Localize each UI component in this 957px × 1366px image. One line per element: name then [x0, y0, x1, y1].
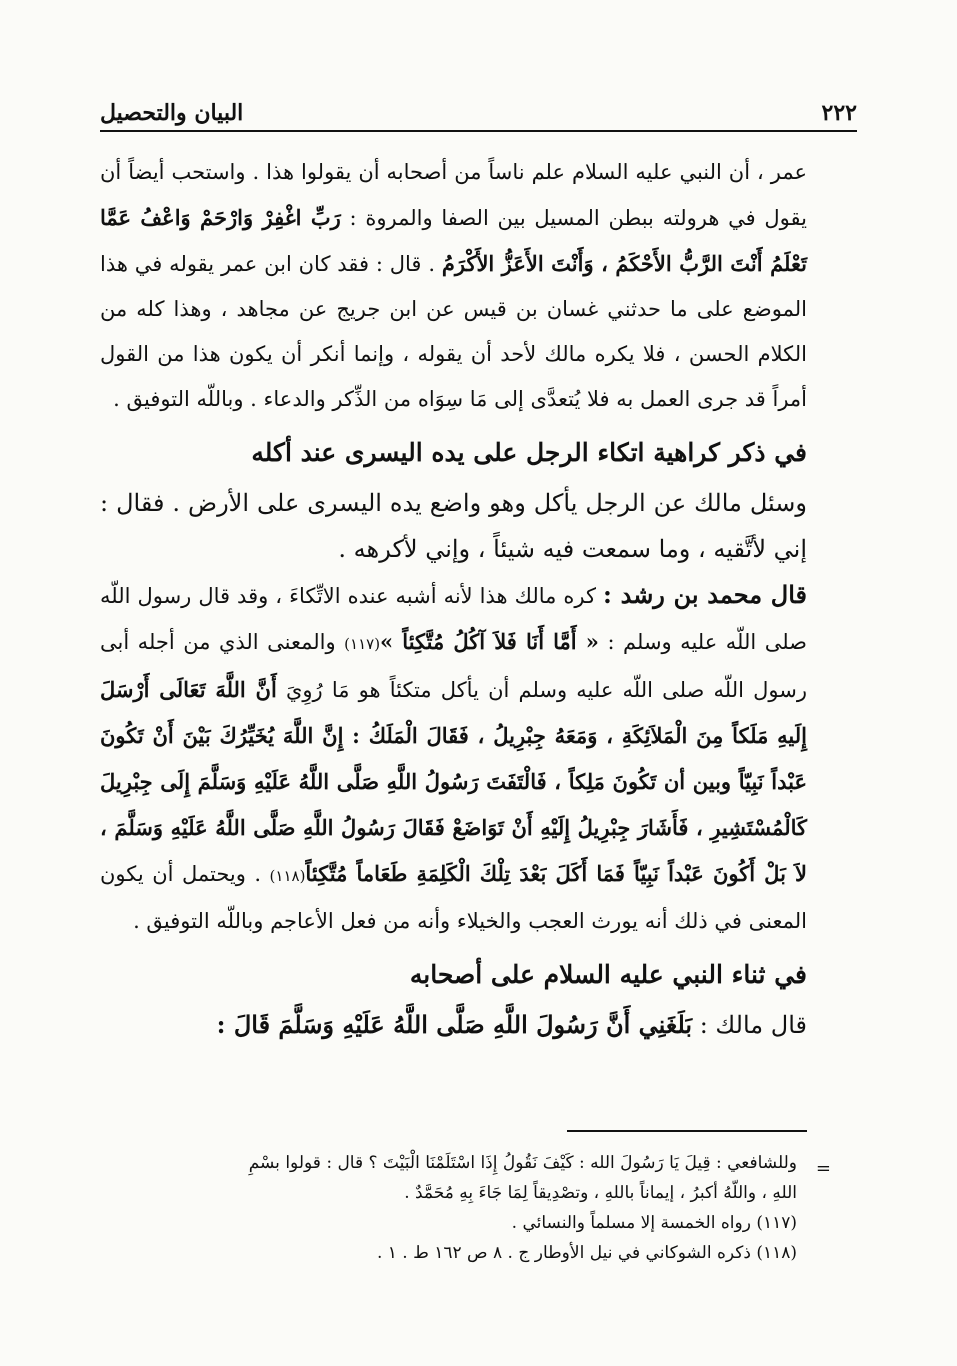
para4-hadith: بَلَغَنِي أَنَّ رَسُولَ اللَّهِ صَلَّى اللَّهُ عَلَيْهِ وَسَلَّمَ قَالَ :: [216, 1010, 693, 1039]
footnote-118: (١١٨) ذكره الشوكاني في نيل الأوطار ج . ٨ ص ١٦٢ ط . ١ .: [376, 1243, 797, 1263]
footnote-ref-118[interactable]: (١١٨): [269, 867, 306, 885]
para1-line1: عمر ، أن النبي عليه السلام علم ناساً من أصحابه أن يقولوا هذا . واستحب: [171, 160, 807, 184]
footnotes: [110, 1148, 797, 1268]
section-heading-2: في ثناء النبي عليه السلام على أصحابه: [409, 960, 807, 989]
para3-middle: والمعنى الذي من أجله أبى رسول اللّه صلى اللّه عليه وسلم أن يأكل متكئاً هو مَا رُوِيَ: [100, 630, 807, 702]
para3-ending: . ويحتمل أن يكون المعنى في ذلك أنه يورث العجب والخيلاء وأنه من فعل الأعاجم وباللّه التوفيق .: [100, 862, 807, 933]
section-heading-1: في ذكر كراهية اتكاء الرجل على يده اليسرى عند أكله: [251, 438, 807, 467]
footnote-separator: [567, 1130, 807, 1132]
paragraph-2: وسئل مالك عن الرجل يأكل وهو واضع يده اليسرى على الأرض . فقال : إني لأتَّقيه ، وما سمعت فيه شيئاً ، وإني لأكرهه .: [100, 489, 807, 563]
page-header: [100, 86, 857, 132]
page-number: ٢٢٢: [821, 100, 857, 126]
running-title: البيان والتحصيل: [100, 100, 244, 126]
para1-line2: أيضاً أن يقول في هرولته ببطن المسيل بين الصفا والمروة :: [100, 160, 807, 230]
para4-speaker: قال مالك :: [699, 1011, 807, 1039]
paragraph-4: [100, 1002, 807, 1048]
commentator-name: قال محمد بن رشد :: [603, 580, 807, 609]
footnote-117: (١١٧) رواه الخمسة إلا مسلماً والنسائي .: [511, 1213, 797, 1233]
supplication-text: رَبِّ اغْفِرْ وَارْحَمْ وَاعْفُ عَمَّا تَعْلَمُ أَنْتَ الرَّبُّ الأَحْكَمُ ، وَأَنْتَ الأَعَزُّ الأَكْرَمُ: [100, 205, 807, 276]
footnote-line-2: اللهِ ، واللّهُ أكبرُ ، إيماناً باللهِ ، وتصْدِيقاً لِمَا جَاءَ بِهِ مُحَمَّدٌ .: [404, 1183, 797, 1203]
footnote-line-1: وللشافعي : قِيلَ يَا رَسُولَ الله : كَيْفَ نَقُولُ إِذَا اسْتَلَمْنَا الْبَيْتَ ؟ قال : قولوا بسْمِ: [248, 1153, 797, 1173]
para3-intro: كره مالك هذا لأنه أشبه عنده الاتِّكاءَ ، وقد قال رسول اللّه صلى اللّه عليه وسلم :: [100, 584, 807, 654]
paragraph-3: [100, 572, 807, 944]
continuation-mark: =: [815, 1158, 831, 1179]
footnote-ref-117[interactable]: (١١٧): [344, 635, 381, 653]
hadith-quote: « أَمَّا أَنَا فَلاَ آكُلُ مُتَّكِئاً »: [380, 629, 599, 654]
paragraph-1: [100, 150, 807, 422]
hadith-long: أَنَّ اللَّهَ تَعَالَى أَرْسَلَ إِلَيهِ مَلَكاً مِنَ الْمَلاَئِكَةِ ، وَمَعَهُ جِبْرِيلُ ، فَقَالَ الْمَلَكُ : إِنَّ اللَّهَ يُخَيِّرُكَ بَيْنَ أَنْ تَكُونَ عَبْداً نَبِيّاً وبين أن تَكُونَ مَلِكاً ، فَالْتَفَتَ رَسُولُ اللَّهِ صَلَّى اللَّهُ عَلَيْهِ وَسَلَّمَ إِلَى جِبْرِيلَ كَالْمُسْتَشِيرِ ، فَأَشَارَ جِبْرِيلُ إِلَيْهِ أَنْ تَوَاضَعْ فَقَالَ رَسُولُ اللَّهِ صَلَّى اللَّهُ عَلَيْهِ وَسَلَّمَ ، لاَ بَلْ أَكُونَ عَبْداً نَبِيّاً فَمَا أَكَلَ بَعْدَ تِلْكَ الْكَلِمَةِ طَعَاماً مُتَّكِئاً: [100, 677, 808, 886]
para1-rest: . قال : فقد كان ابن عمر يقوله في هذا الموضع على ما حدثني غسان بن قيس عن ابن جريج عن مجاهد ، وهذا كله من الكلام الحسن ، فلا يكره مالك لأحد أن يقوله ، وإنما أنكر أن يكون هذا من القول أمراً قد جرى العمل به فلا يُتعدَّى إلى مَا سِوَاه من الذِّكر والدعاء . وباللّه التوفيق .: [100, 252, 807, 411]
main-text: [100, 150, 807, 1048]
